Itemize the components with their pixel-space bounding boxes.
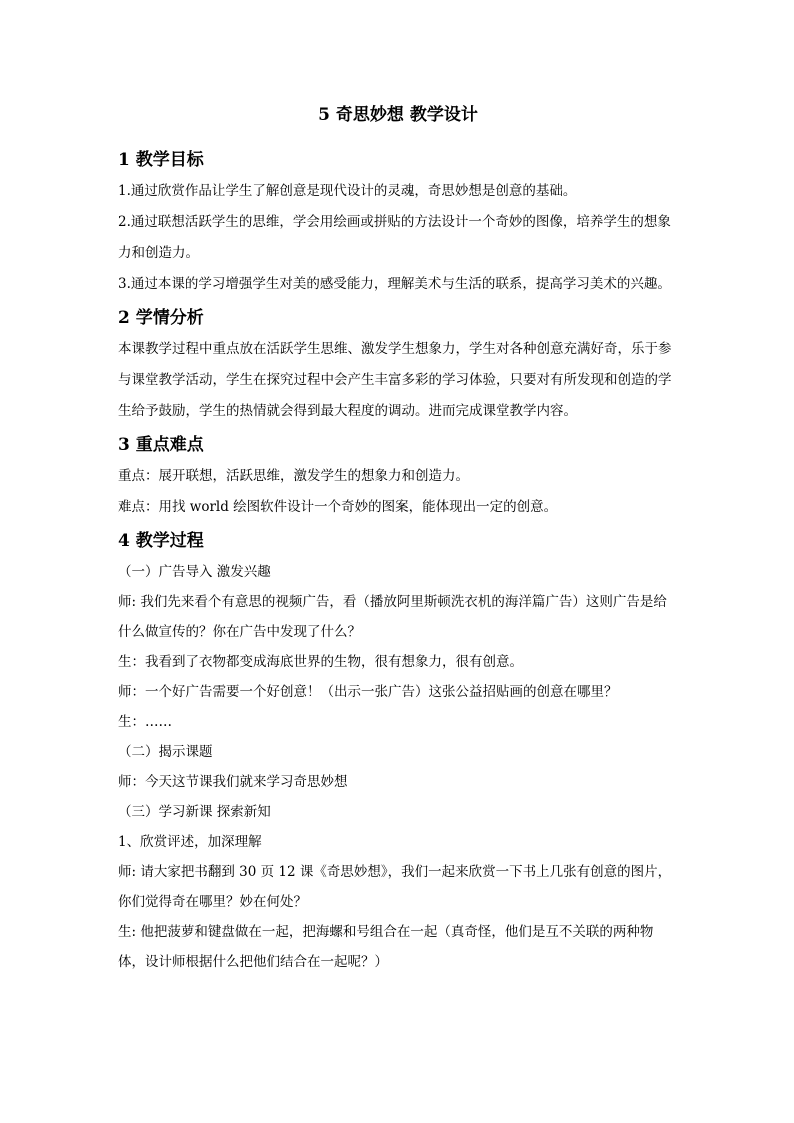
paragraph: 生: 他把菠萝和键盘做在一起，把海螺和号组合在一起（真奇怪，他们是互不关联的两种物体，设计师根据什么把他们结合在一起呢？） [118,924,654,970]
paragraph: 1、欣赏评述，加深理解 [118,834,262,850]
paragraph: 师：今天这节课我们就来学习奇思妙想 [118,774,348,790]
paragraph: 重点：展开联想，活跃思维，激发学生的想象力和创造力。 [118,468,469,484]
paragraph: （三）学习新课 探索新知 [118,804,271,820]
paragraph: 师: 我们先来看个有意思的视频广告，看（播放阿里斯顿洗衣机的海洋篇广告）这则广告是给什么做宣传的？你在广告中发现了什么？ [118,594,667,640]
section-heading: 3 重点难点 [118,435,204,455]
paragraph: 1.通过欣赏作品让学生了解创意是现代设计的灵魂，奇思妙想是创意的基础。 [118,183,577,199]
paragraph: 生：…… [118,714,172,730]
section-heading: 1 教学目标 [118,150,204,170]
section-teaching-process [118,525,678,977]
paragraph: 难点：用找 world 绘图软件设计一个奇妙的图案，能体现出一定的创意。 [118,499,558,515]
paragraph: 2.通过联想活跃学生的思维，学会用绘画或拼贴的方法设计一个奇妙的图像，培养学生的想象力和创造力。 [118,214,671,261]
paragraph: 师：一个好广告需要一个好创意！（出示一张广告）这张公益招贴画的创意在哪里？ [118,684,618,700]
paragraph: 生：我看到了衣物都变成海底世界的生物，很有想象力，很有创意。 [118,654,523,670]
document-title: 5 奇思妙想 教学设计 [318,105,478,125]
paragraph: 3.通过本课的学习增强学生对美的感受能力，理解美术与生活的联系，提高学习美术的兴趣。 [118,276,671,292]
paragraph: 本课教学过程中重点放在活跃学生思维、激发学生想象力，学生对各种创意充满好奇，乐于参与课堂教学活动，学生在探究过程中会产生丰富多彩的学习体验，只要对有所发现和创造的学生给予鼓励，学生的热情就会得到最大程度的调动。进而完成课堂教学内容。 [118,341,672,419]
document-page [118,100,678,979]
paragraph: 师: 请大家把书翻到 30 页 12 课《奇思妙想》，我们一起来欣赏一下书上几张有创意的图片，你们觉得奇在哪里？妙在何处？ [118,864,672,910]
paragraph: （二）揭示课题 [118,744,213,760]
section-teaching-objectives [118,144,678,300]
section-heading: 2 学情分析 [118,308,204,328]
section-key-points [118,429,678,523]
section-heading: 4 教学过程 [118,531,204,551]
paragraph: （一）广告导入 激发兴趣 [118,564,271,580]
section-learner-analysis [118,302,678,427]
